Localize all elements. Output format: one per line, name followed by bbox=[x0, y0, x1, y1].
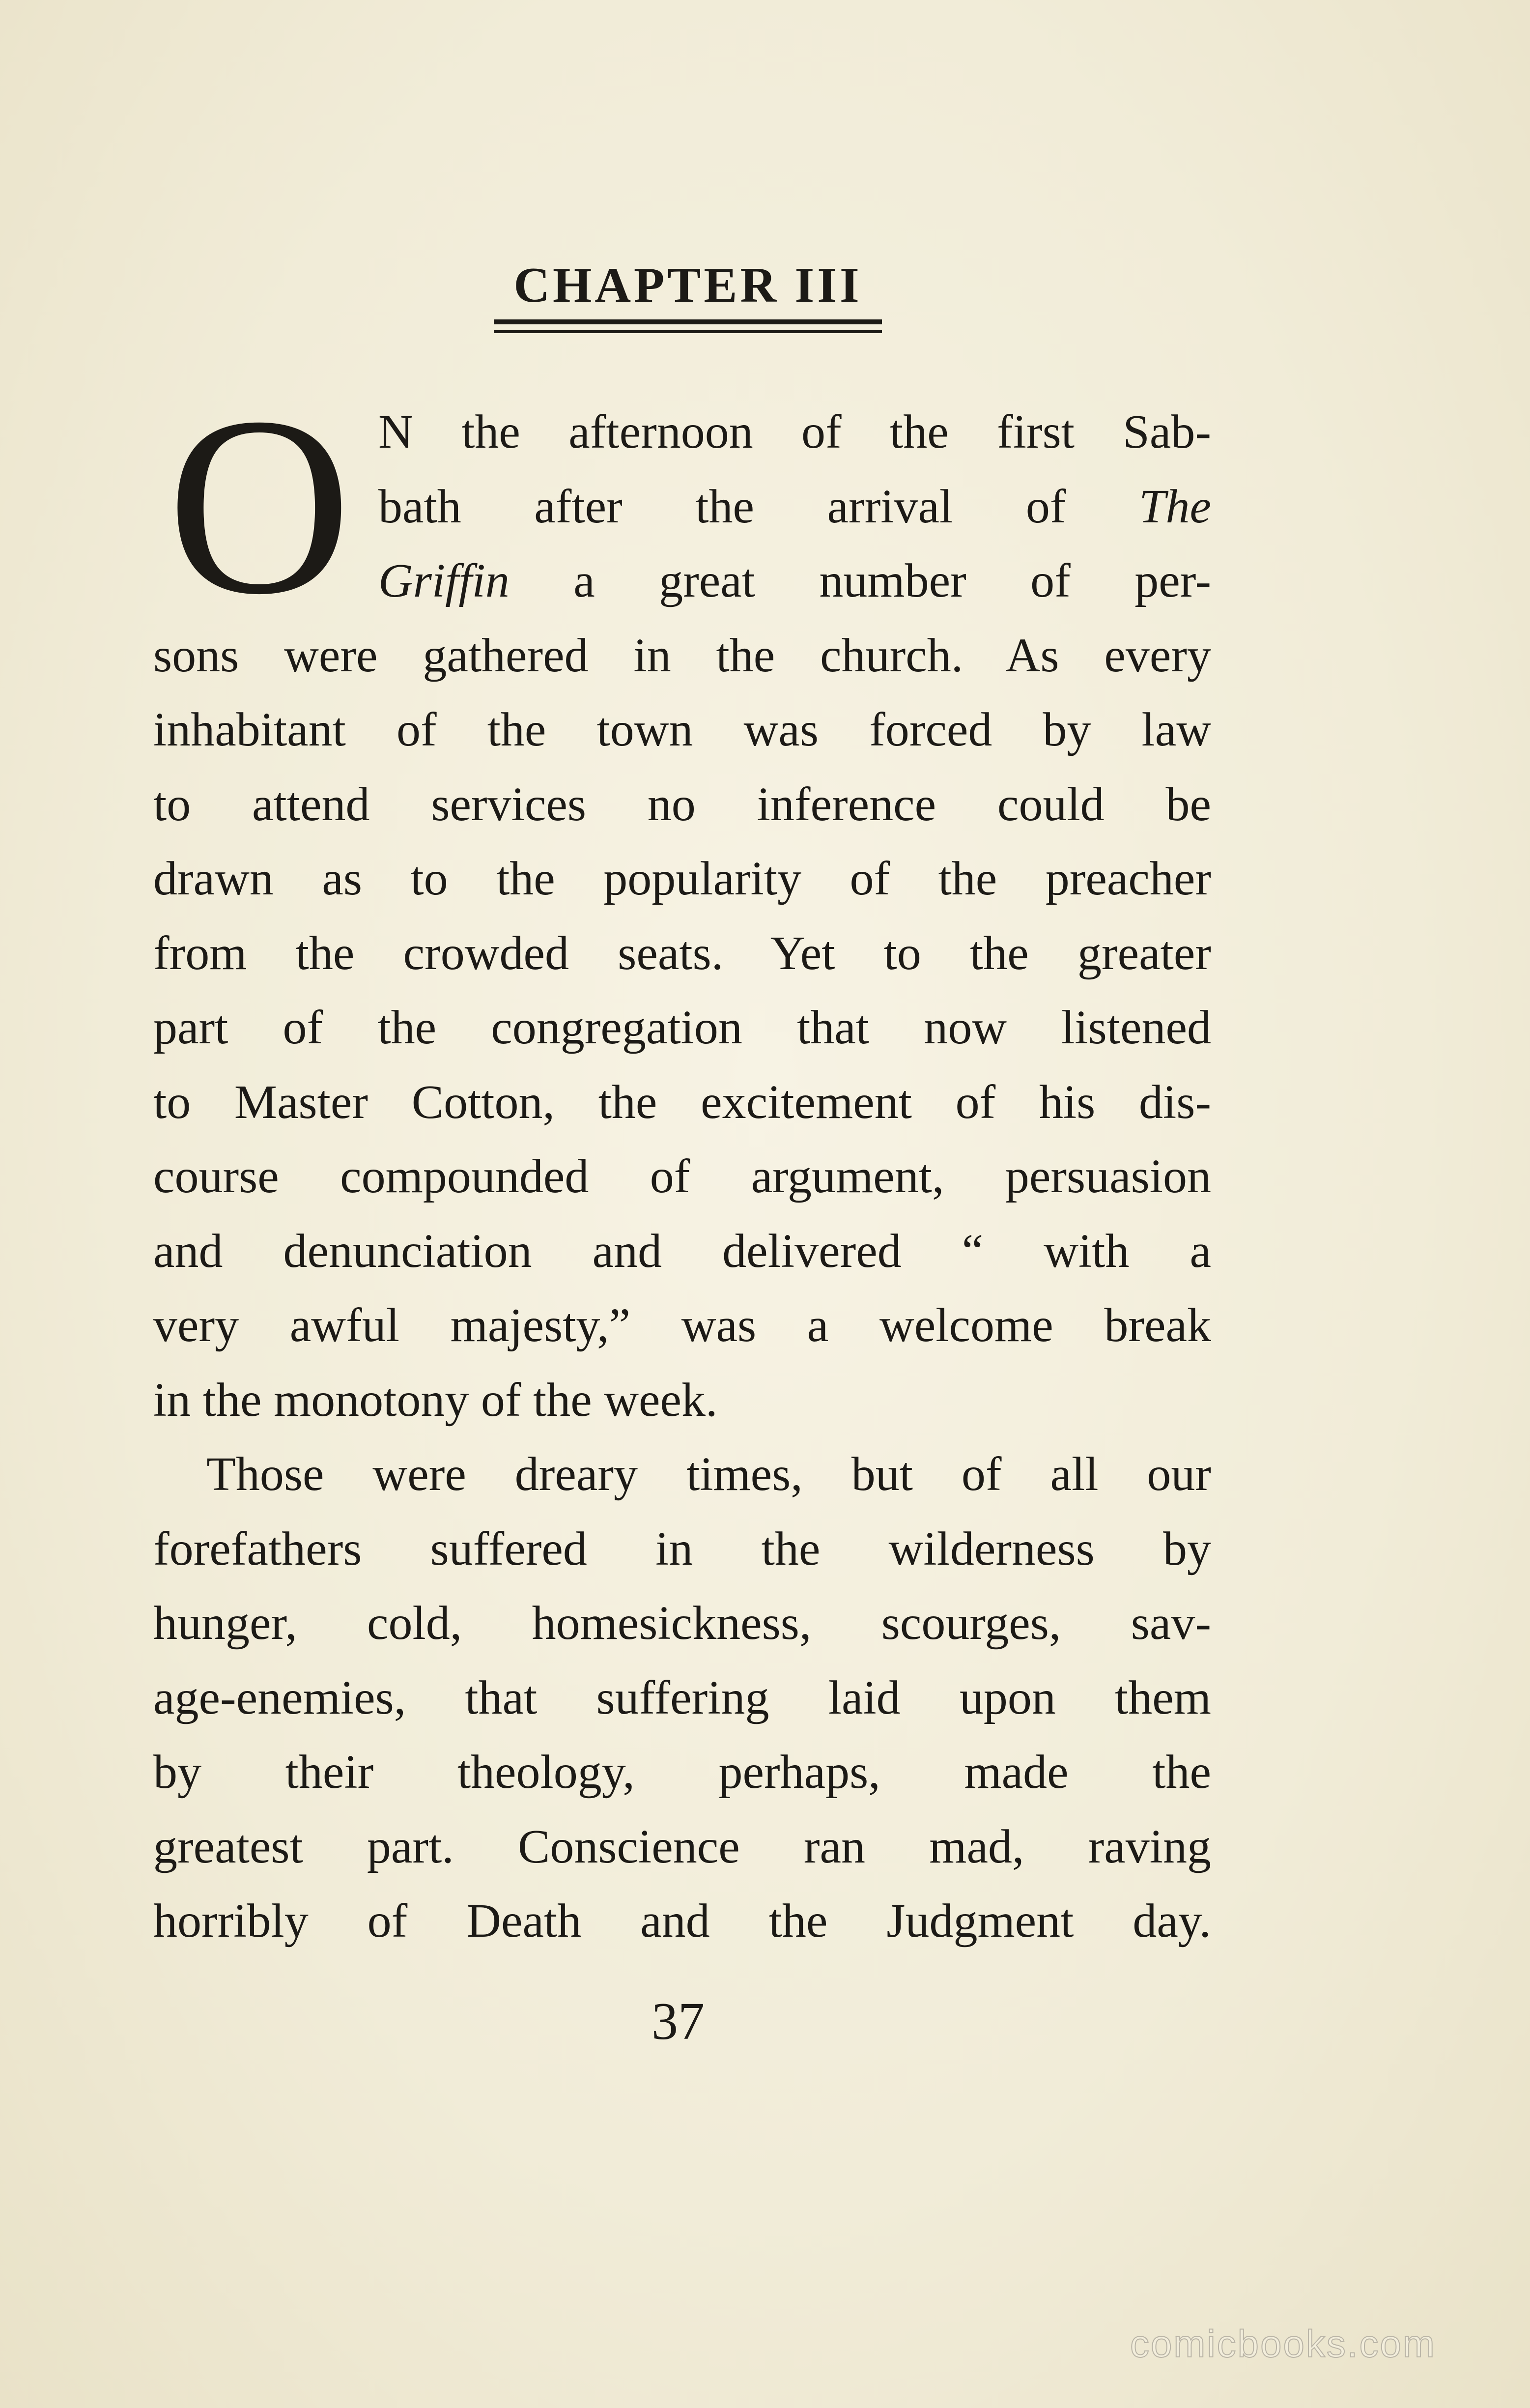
text-line bbox=[153, 1599, 1211, 1653]
text-run: a great number of per- bbox=[509, 557, 1211, 607]
text-line bbox=[153, 1301, 1211, 1355]
text-run: age-enemies, that suffering laid upon them bbox=[153, 1673, 1211, 1724]
text-line bbox=[153, 631, 1211, 686]
chapter-heading bbox=[491, 260, 884, 333]
text-run: and denunciation and delivered “ with a bbox=[153, 1227, 1211, 1278]
text-line bbox=[153, 855, 1211, 909]
text-run: from the crowded seats. Yet to the greater bbox=[153, 929, 1211, 980]
text-run: to attend services no inference could be bbox=[153, 780, 1211, 831]
text-line bbox=[153, 1152, 1211, 1206]
drop-cap: O bbox=[167, 365, 352, 647]
text-run: drawn as to the popularity of the preacher bbox=[153, 855, 1211, 905]
text-line bbox=[153, 1227, 1211, 1281]
text-run: part of the congregation that now listened bbox=[153, 1003, 1211, 1054]
chapter-title: CHAPTER III bbox=[513, 258, 862, 313]
italic-text: Griffin bbox=[378, 557, 510, 607]
text-line bbox=[206, 1450, 1211, 1504]
text-run: course compounded of argument, persuasion bbox=[153, 1152, 1211, 1203]
text-run: very awful majesty,” was a welcome break bbox=[153, 1301, 1211, 1352]
text-line bbox=[378, 483, 1211, 537]
text-line bbox=[153, 1525, 1211, 1579]
double-rule-divider bbox=[494, 319, 882, 333]
text-run: greatest part. Conscience ran mad, raving bbox=[153, 1822, 1211, 1873]
text-line bbox=[153, 1373, 718, 1427]
text-run: forefathers suffered in the wilderness by bbox=[153, 1524, 1211, 1576]
text-line bbox=[153, 706, 1211, 760]
text-line bbox=[153, 1823, 1211, 1877]
text-line bbox=[153, 929, 1211, 983]
text-run: N the afternoon of the first Sab- bbox=[378, 408, 1211, 459]
text-run: inhabitant of the town was forced by law bbox=[153, 706, 1211, 756]
text-line bbox=[153, 780, 1211, 834]
watermark-logo: comicbooks.com bbox=[1130, 2322, 1436, 2365]
page-number: 37 bbox=[652, 1992, 705, 2051]
text-line bbox=[153, 1674, 1211, 1728]
text-line bbox=[153, 1897, 1211, 1951]
text-line bbox=[153, 1748, 1211, 1802]
text-line bbox=[153, 1078, 1211, 1132]
text-run: sons were gathered in the church. As every bbox=[153, 631, 1211, 682]
text-run: Those were dreary times, but of all our bbox=[206, 1450, 1211, 1501]
text-run: in the monotony of the week. bbox=[153, 1373, 718, 1427]
text-run: bath after the arrival of bbox=[378, 482, 1139, 533]
text-run: to Master Cotton, the excitement of his dis- bbox=[153, 1078, 1211, 1129]
text-run: horribly of Death and the Judgment day. bbox=[153, 1897, 1211, 1948]
text-line bbox=[378, 557, 1211, 611]
italic-text: The bbox=[1139, 482, 1211, 533]
text-line bbox=[378, 408, 1211, 462]
text-line bbox=[153, 1003, 1211, 1058]
text-run: hunger, cold, homesickness, scourges, sav- bbox=[153, 1599, 1211, 1650]
text-run: by their theology, perhaps, made the bbox=[153, 1748, 1211, 1799]
